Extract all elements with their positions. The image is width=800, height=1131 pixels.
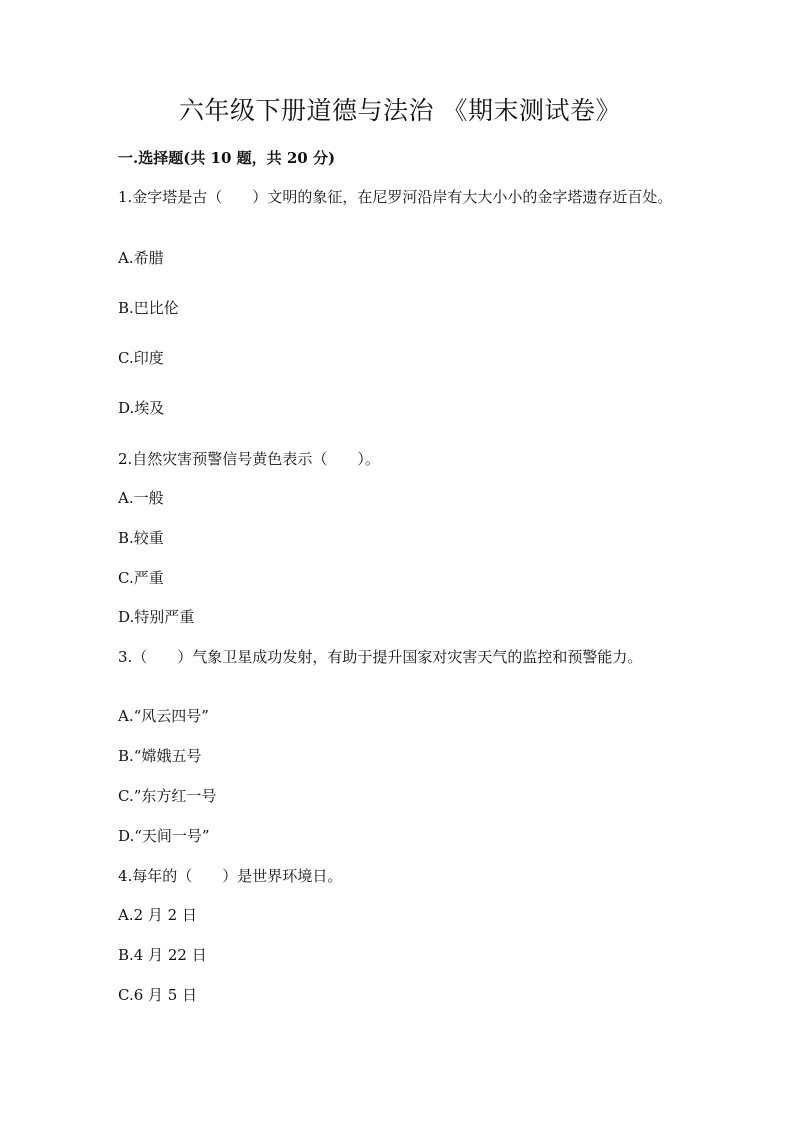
question-4-stem: 4.每年的（ ）是世界环境日。: [118, 867, 343, 885]
question-3-option-a: A.“风云四号”: [118, 707, 209, 725]
question-2-option-a: A.一般: [118, 489, 164, 507]
question-1-option-d: D.埃及: [118, 399, 165, 417]
section-heading: 一.选择题(共 10 题，共 20 分): [118, 149, 336, 167]
question-3-option-d: D.“天间一号”: [118, 827, 210, 845]
question-1-option-b: B.巴比伦: [118, 299, 179, 317]
question-2-option-b: B.较重: [118, 529, 164, 547]
question-4-option-b: B.4 月 22 日: [118, 946, 207, 964]
question-2-stem: 2.自然灾害预警信号黄色表示（ ）。: [118, 450, 380, 468]
question-1-stem: 1.金字塔是古（ ）文明的象征，在尼罗河沿岸有大大小小的金字塔遗存近百处。: [118, 188, 673, 206]
question-1-option-a: A.希腊: [118, 249, 164, 267]
question-2-option-c: C.严重: [118, 569, 164, 587]
question-4-option-a: A.2 月 2 日: [118, 906, 197, 924]
question-3-stem: 3.（ ）气象卫星成功发射，有助于提升国家对灾害天气的监控和预警能力。: [118, 648, 643, 666]
question-3-option-b: B.“嫦娥五号: [118, 747, 202, 765]
question-1-option-c: C.印度: [118, 349, 164, 367]
question-4-option-c: C.6 月 5 日: [118, 986, 198, 1004]
question-3-option-c: C.”东方红一号: [118, 787, 217, 805]
question-2-option-d: D.特别严重: [118, 608, 195, 626]
exam-title: 六年级下册道德与法治 《期末测试卷》: [179, 96, 621, 125]
